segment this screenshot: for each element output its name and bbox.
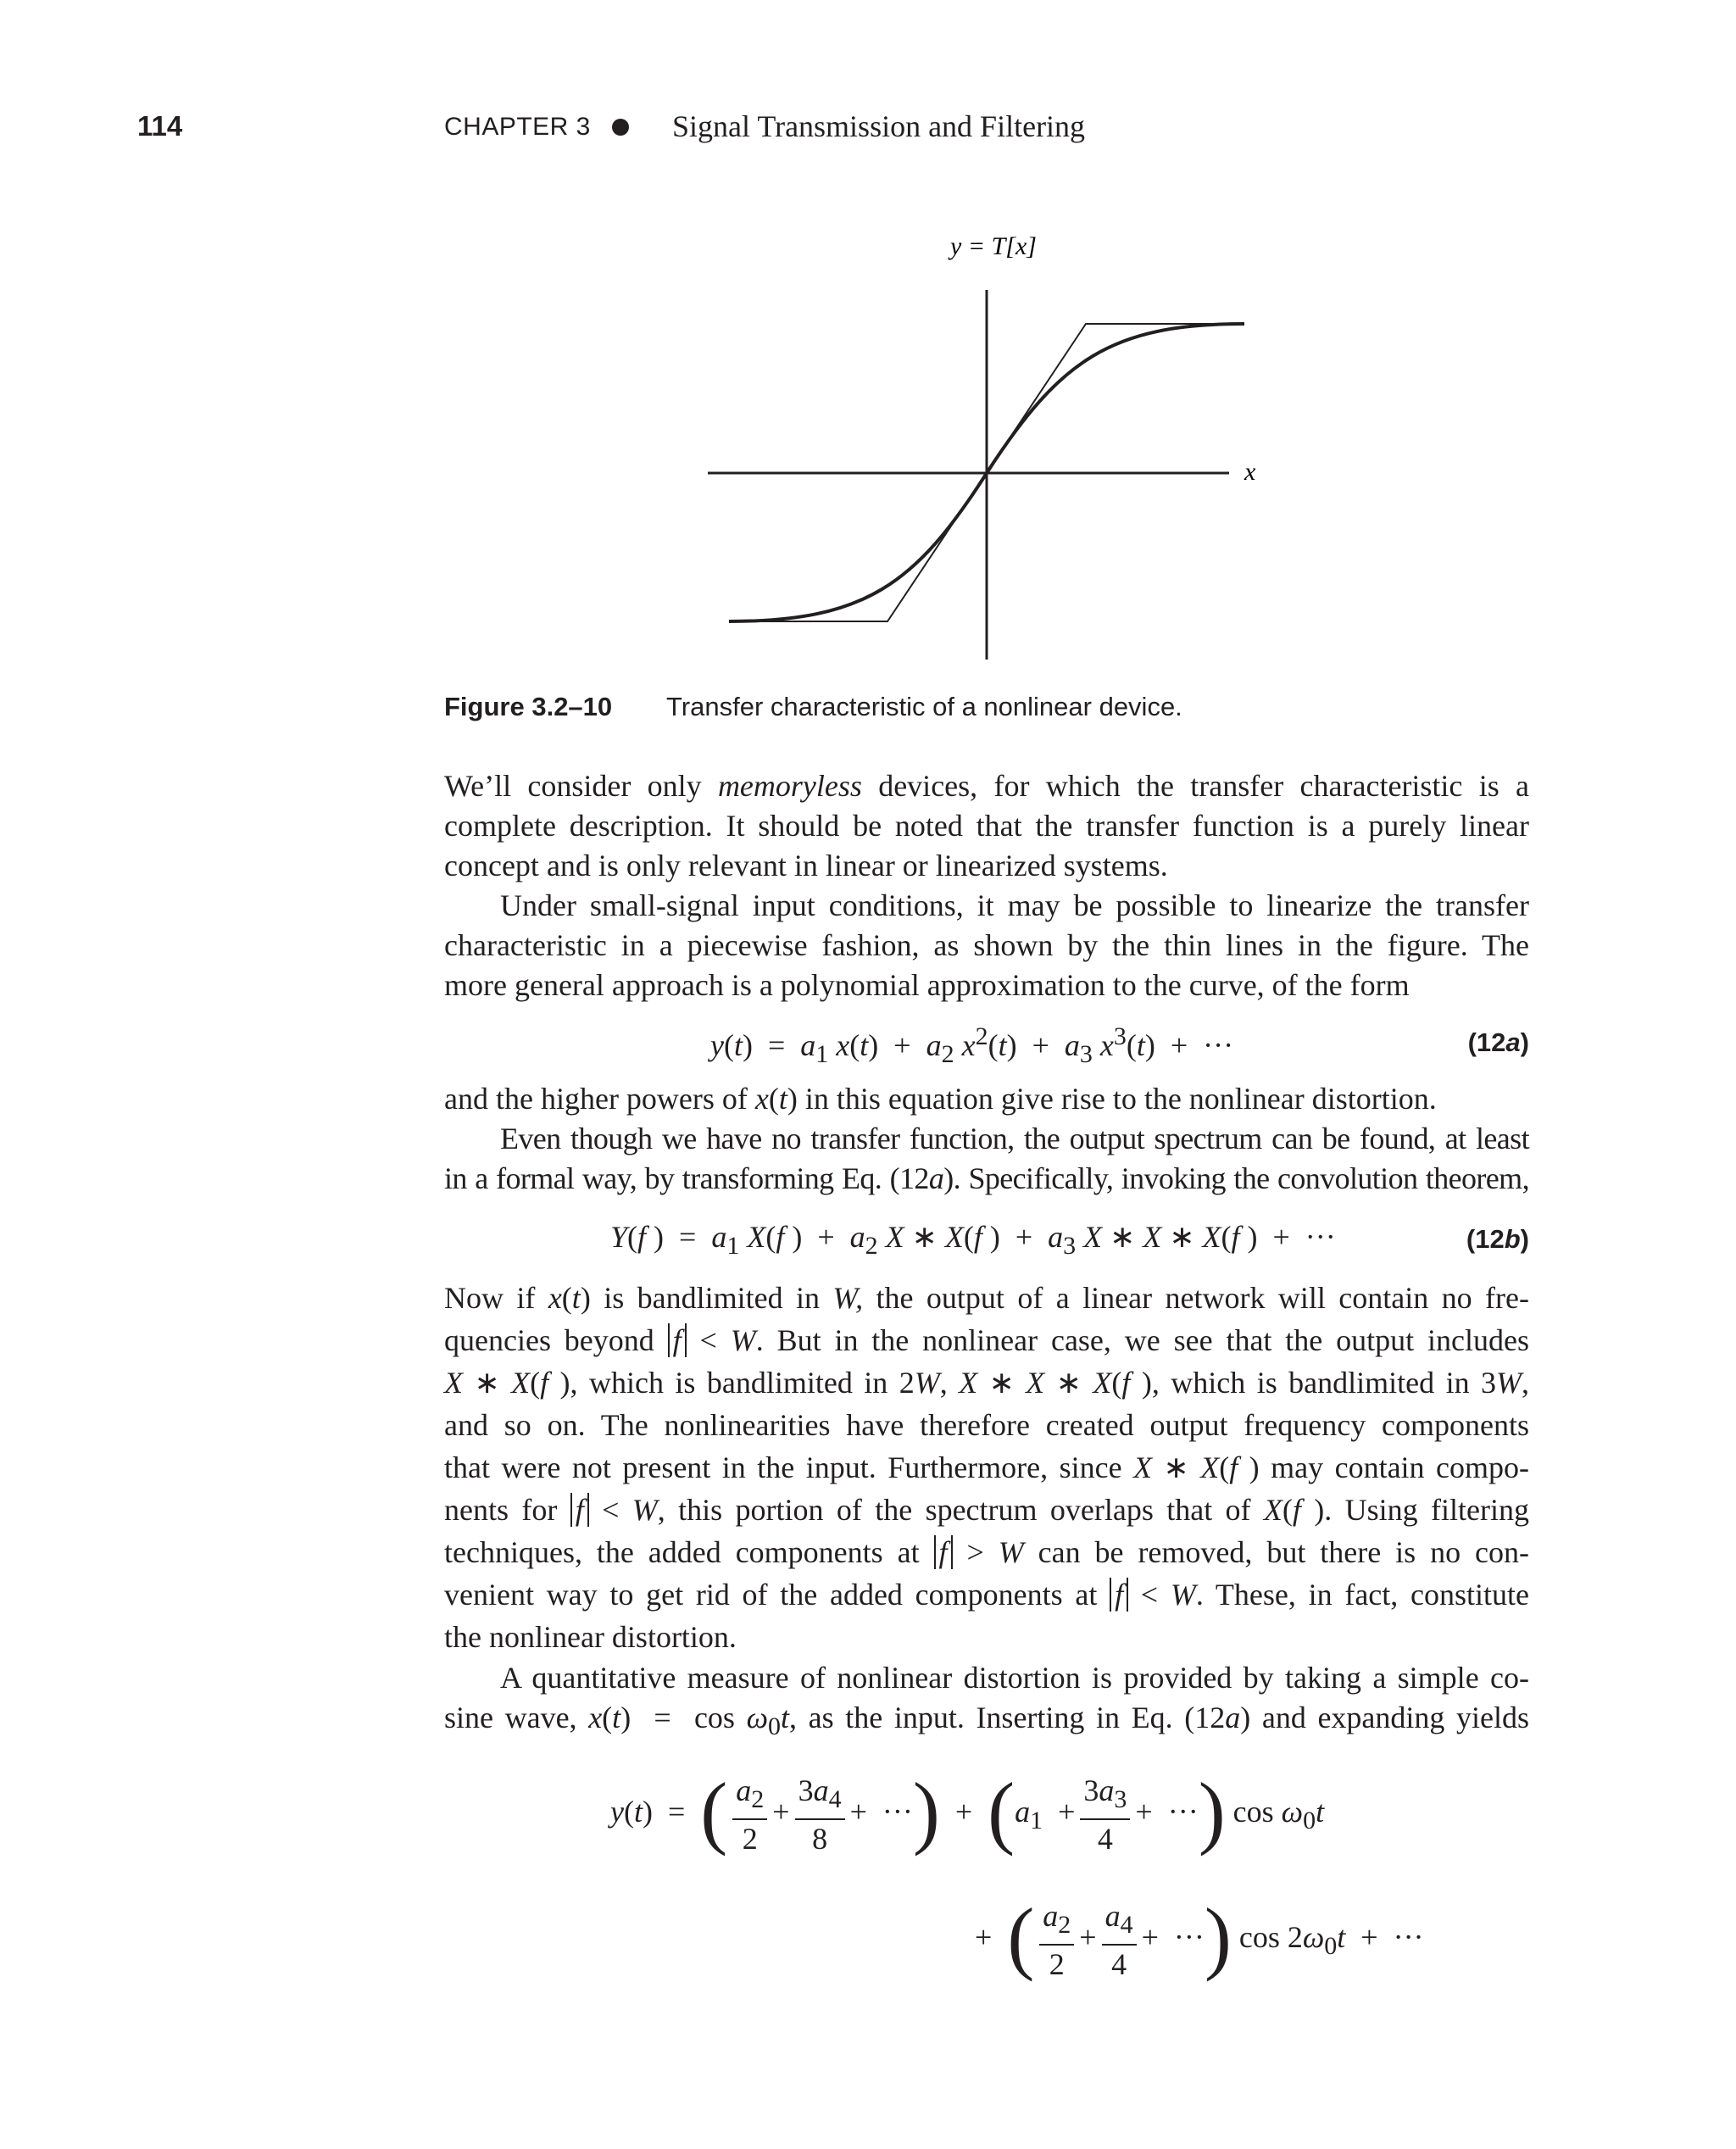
equation-12a: $y(t) = a_1$ $x(t) + a_2$ $x^2(t) + a_3$ $x^3(t)$ + ··· — [710, 1022, 1234, 1069]
expansion-equation-line1: y(t) = ( $\frac{a_2}{2}$ + $\frac{3a_4}{8}$ + ···) + ($a_1$ + $\frac{3a_3}{4}$ + ···) $\cos \omega_0t$ — [610, 1765, 1325, 1857]
page-number: 114 — [137, 110, 183, 142]
paragraph-memoryless: We’ll consider only memoryless devices, for which the transfer characteristic is a complete description. It should be noted that the transfer function is a purely linear concept and is only relevant in linear or linearized systems. Under small-signal input conditions, it may be possible to linearize the transfer characteristic in a piecewise fashion, as shown by the thin lines in the figure. The more general approach is a polynomial approximation to the curve, of the form — [444, 769, 1529, 1002]
transfer-characteristic-figure — [695, 229, 1271, 674]
equation-12b: Y(f ) = $a_1$ X(f ) + $a_2$ X ∗ X(f ) + $a_3$ X ∗ X ∗ X(f ) + ··· — [610, 1220, 1336, 1261]
figure-caption-text: Transfer characteristic of a nonlinear device. — [666, 692, 1182, 721]
header-bullet — [612, 119, 629, 136]
expansion-equation-line2: + ( $\frac{a_2}{2}$ + $\frac{a_4}{4}$ + ···) $\cos 2\omega_0t$ + ··· — [975, 1890, 1424, 1982]
transfer-plot — [695, 229, 1271, 670]
y-axis-label: y = T[x] — [950, 232, 1037, 260]
x-axis-label: x — [1244, 458, 1256, 486]
chapter-title: Signal Transmission and Filtering — [672, 109, 1086, 143]
equation-12a-number: (12a) — [1467, 1027, 1529, 1057]
paragraph-bandlimited: Now if x(t) is bandlimited in W, the output of a linear network will contain no fre- quencies beyond f < W. But in the nonlinear case, we see that the output includes X ∗ X(f ), which is bandlimited in 2W, X ∗ X ∗ X(f ), which is bandlimited in 3W, and so on. The nonlinearities have therefore created output frequency components that were not present in the input. Furthermore, since X ∗ X(f ) may contain compo- nents for f < W, this portion of the spectrum overlaps that of X(f ). Using filtering techniques, the added components at f > W can be removed, but there is no con- venient way to get rid of the added components at f < W. These, in fact, constitute the nonlinear distortion. — [444, 1281, 1530, 1654]
chapter-label: CHAPTER 3 — [444, 113, 591, 141]
figure-caption — [444, 692, 1182, 722]
figure-caption-label: Figure 3.2–10 — [444, 692, 613, 721]
paragraph-cosine: A quantitative measure of nonlinear distortion is provided by taking a simple co- sine wave, $x(t) = \cos \omega_0t$, as the input. Inserting in Eq. (12a) and expanding yields — [444, 1661, 1530, 1741]
paragraph-output-spectrum: Even though we have no transfer function, the output spectrum can be found, at least in a formal way, by transforming Eq. (12a). Specifically, invoking the convolution theorem, — [444, 1122, 1529, 1195]
equation-12b-number: (12b) — [1466, 1224, 1529, 1254]
paragraph-higher-powers: and the higher powers of x(t) in this equation give rise to the nonlinear distortion. — [444, 1082, 1437, 1116]
